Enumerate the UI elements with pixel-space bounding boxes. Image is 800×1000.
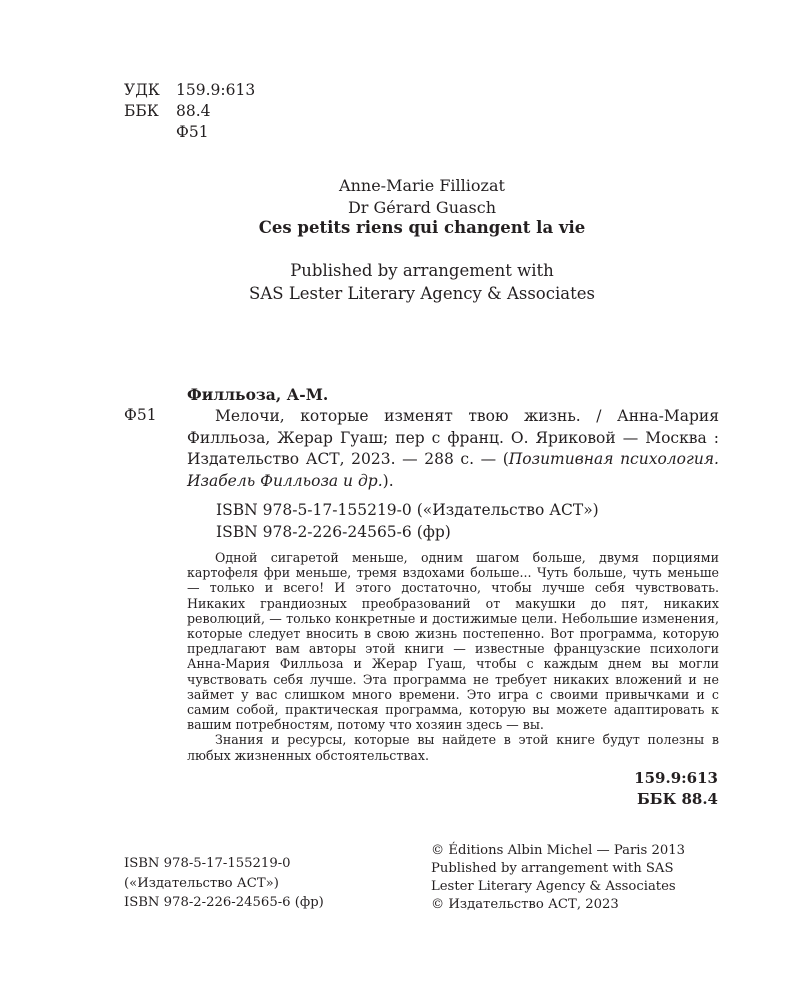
copyright-block bbox=[431, 842, 685, 914]
bbk-row bbox=[124, 101, 255, 122]
annotation bbox=[187, 550, 719, 763]
author-mark: Ф51 bbox=[176, 123, 209, 141]
udk-value: 159.9:613 bbox=[176, 81, 256, 99]
annotation-paragraph-2: Знания и ресурсы, которые вы найдете в этой книге будут полезны в любых жизненных обстоятельствах. bbox=[187, 732, 719, 763]
published-line-2: SAS Lester Literary Agency & Associates bbox=[249, 284, 595, 303]
udk-footer: 159.9:613 bbox=[634, 769, 718, 787]
original-authors bbox=[0, 175, 800, 219]
description-text: Мелочи, которые изменят твою жизнь. / Анна-Мария Филльоза, Жерар Гуаш; пер с франц. О. Яриковой — Москва : Издательство АСТ, 2023. — 288 с. — ( bbox=[187, 407, 719, 468]
copyright-line-1: © Éditions Albin Michel — Paris 2013 bbox=[431, 843, 686, 858]
publishing-arrangement bbox=[0, 259, 800, 305]
classification-footer bbox=[634, 768, 718, 810]
author-mark-row bbox=[124, 122, 255, 143]
udk-label: УДК bbox=[124, 81, 160, 99]
series-name: Позитивная психология. Изабель Филльоза и др. bbox=[187, 450, 719, 490]
isbn-russian: ISBN 978-5-17-155219-0 («Издательство АСТ») bbox=[216, 501, 599, 519]
author-1: Anne-Marie Filliozat bbox=[339, 176, 505, 195]
bottom-isbn-line-1: ISBN 978-5-17-155219-0 bbox=[124, 856, 291, 871]
copyright-line-2: Published by arrangement with SAS bbox=[431, 861, 674, 876]
description-end: ). bbox=[382, 471, 394, 490]
catalog-author-mark: Ф51 bbox=[124, 406, 157, 424]
copyright-line-3: Lester Literary Agency & Associates bbox=[431, 879, 676, 894]
original-title: Ces petits riens qui changent la vie bbox=[258, 218, 586, 237]
bbk-label: ББК bbox=[124, 102, 159, 120]
bottom-isbn-line-2: («Издательство АСТ») bbox=[124, 875, 279, 891]
bottom-isbn-line-3: ISBN 978-2-226-24565-6 (фр) bbox=[124, 895, 324, 910]
udk-row bbox=[124, 80, 255, 101]
annotation-paragraph-1: Одной сигаретой меньше, одним шагом больше, двумя порциями картофеля фри меньше, тремя вздохами больше... Чуть больше, чуть меньше — только и всего! И этого достаточно, чтобы лучше себя чувствовать. Никаких грандиозных преобразований от макушки до пят, никаких революций, — только конкретные и достижимые цели. Небольшие изменения, которые следует вносить в свою жизнь постепенно. Вот программа, которую предлагают вам авторы этой книги — известные французские психологи Анна-Мария Филльоза и Жерар Гуаш, чтобы с каждым днем вы могли чувствовать себя лучше. Эта программа не требует никаких вложений и не займет у вас слишком много времени. Это игра с своими привычками и с самим собой, практическая программа, которую вы можете адаптировать к вашим потребностям, потому что хозяин здесь — вы. bbox=[187, 550, 719, 733]
isbn-french: ISBN 978-2-226-24565-6 (фр) bbox=[216, 523, 451, 541]
udk-bbk-block bbox=[124, 80, 255, 143]
bbk-value: 88.4 bbox=[176, 102, 211, 120]
bottom-isbn-block bbox=[124, 854, 324, 913]
bibliographic-description bbox=[187, 406, 719, 492]
author-2: Dr Gérard Guasch bbox=[347, 198, 497, 217]
isbn-block bbox=[216, 499, 599, 543]
published-line-1: Published by arrangement with bbox=[290, 261, 554, 280]
copyright-line-4: © Издательство АСТ, 2023 bbox=[431, 897, 619, 912]
bbk-footer: ББК 88.4 bbox=[636, 790, 718, 808]
catalog-author-heading: Филльоза, А-М. bbox=[187, 385, 329, 404]
